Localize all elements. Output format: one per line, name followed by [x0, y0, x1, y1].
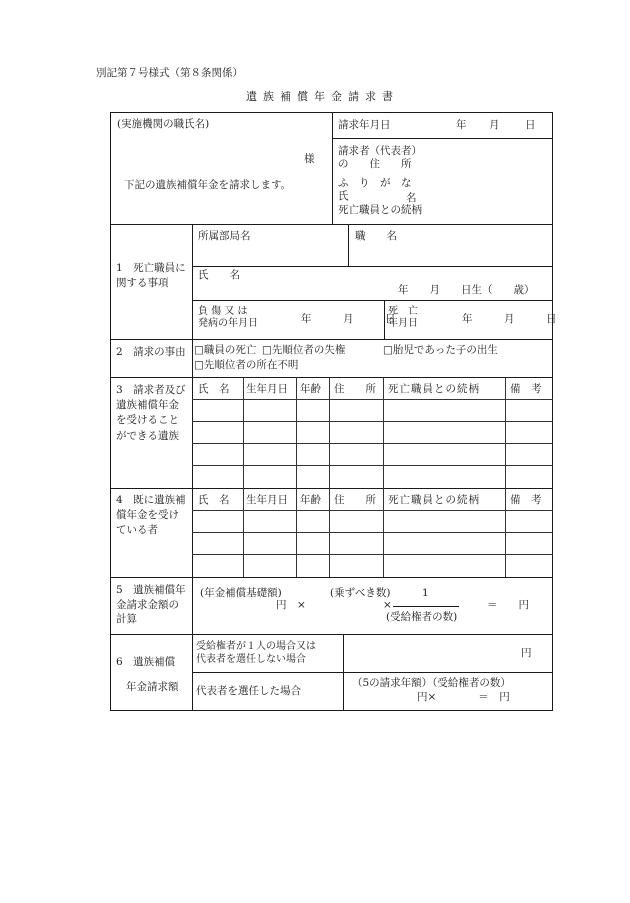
s3-col-name: 氏 名 — [198, 383, 230, 395]
section4-top — [110, 488, 553, 489]
s3-col2 — [296, 377, 297, 488]
section2-top — [110, 339, 553, 340]
s4-row1 — [192, 510, 553, 511]
agency-label: (実施機関の職氏名) — [117, 118, 210, 130]
dept-label: 所属部局名 — [198, 230, 251, 242]
formula-line1: （5の請求年額）（受給権者の数） — [352, 677, 511, 689]
s3-col3 — [329, 377, 330, 488]
request-date-label: 請求年月日 — [338, 119, 391, 131]
form-title: 遺族補償年金請求書 — [246, 90, 399, 103]
section3-label: 3 請求者及び遺族補償年金を受けることができる遺族 — [116, 384, 186, 442]
s3-col4 — [383, 377, 384, 488]
multiplier-label: (乗ずべき数) — [330, 587, 391, 599]
s3-col-age: 年齢 — [300, 383, 321, 395]
s3-row4 — [192, 465, 553, 466]
yen-times: 円 × — [276, 599, 306, 611]
section6-label-2: 年金請求額 — [126, 681, 179, 693]
furigana-label: ふ り が な — [338, 177, 412, 189]
s3-col-notes: 備 考 — [510, 383, 542, 395]
frame-bottom — [110, 710, 553, 711]
s6-mid-line — [192, 672, 553, 673]
request-day: 日 — [525, 119, 536, 131]
death-label-2: 年月日 — [388, 318, 418, 329]
s1-dept-divider — [348, 224, 349, 266]
section5-label: 5 遺族補償年金請求金額の計算 — [116, 584, 186, 626]
reason-death[interactable]: □職員の死亡 — [194, 344, 257, 356]
top-date-line — [332, 138, 553, 139]
s4-col-address: 住 所 — [334, 494, 376, 506]
section6-label-1: 6 遺族補償 — [116, 656, 176, 668]
relation-label: 死亡職員との続柄 — [338, 204, 422, 216]
reason-unknown[interactable]: □先順位者の所在不明 — [194, 359, 299, 371]
s3-row2 — [192, 421, 553, 422]
request-sentence: 下記の遺族補償年金を請求します。 — [124, 179, 292, 191]
base-label: (年金補償基礎額) — [200, 587, 282, 599]
reason-forfeit[interactable]: □先順位者の失権 — [262, 344, 346, 356]
case1-line1: 受給権者が１人の場合又は — [196, 641, 316, 652]
frame-left — [110, 112, 111, 711]
address-label: の 住 所 — [338, 158, 412, 170]
case1-yen: 円 — [521, 647, 532, 659]
recipients-label: (受給権者の数) — [386, 611, 458, 623]
s3-col5 — [505, 377, 506, 488]
label-column-divider — [192, 224, 193, 711]
claimant-label: 請求者（代表者） — [338, 145, 422, 157]
fraction-bar — [393, 606, 459, 607]
section1-top — [110, 224, 553, 225]
s1-row3-line — [192, 300, 553, 301]
formula-line2: 円× ＝ 円 — [417, 691, 510, 703]
result-equals-yen: ＝ 円 — [487, 599, 529, 611]
s4-row2 — [192, 532, 553, 533]
s3-col-relation: 死亡職員との続柄 — [388, 383, 480, 395]
top-divider — [332, 112, 333, 224]
name-label-1: 氏 — [338, 190, 349, 202]
s3-col-birth: 生年月日 — [246, 383, 288, 395]
honorific: 様 — [304, 153, 315, 165]
s3-row1 — [192, 399, 553, 400]
times-sign: × — [383, 599, 392, 611]
section3-top — [110, 377, 553, 378]
section2-label: 2 請求の事由 — [116, 346, 186, 358]
injury-label-1: 負 傷 又 は — [198, 306, 248, 317]
case1-line2: 代表者を選任しない場合 — [196, 654, 306, 665]
s4-col-relation: 死亡職員との続柄 — [388, 494, 480, 506]
s3-row3 — [192, 443, 553, 444]
s3-col-address: 住 所 — [334, 383, 376, 395]
injury-date: 年 月 日 — [301, 313, 396, 325]
s1-row2-line — [192, 266, 553, 267]
s4-col-notes: 備 考 — [510, 494, 542, 506]
s4-col-age: 年齢 — [300, 494, 321, 506]
s3-col1 — [243, 377, 244, 488]
section5-top — [110, 577, 553, 578]
injury-label-2: 発病の年月日 — [198, 318, 258, 329]
death-label-1: 死 亡 — [388, 306, 418, 317]
deceased-name-label: 氏 名 — [198, 269, 240, 281]
reason-birth[interactable]: □胎児であった子の出生 — [383, 344, 498, 356]
name-label-2: 名 — [406, 192, 417, 204]
birth-label: 年 月 日生（ 歳） — [398, 284, 535, 296]
section6-top — [110, 634, 553, 635]
form-number: 別記第７号様式（第８条関係） — [96, 67, 243, 79]
s4-col-birth: 生年月日 — [246, 494, 288, 506]
frame-right — [552, 112, 553, 711]
s4-col-name: 氏 名 — [198, 494, 230, 506]
case2-label: 代表者を選任した場合 — [196, 685, 301, 697]
numerator-one: 1 — [422, 587, 429, 599]
section4-label: 4 既に遺族補償年金を受けている者 — [116, 494, 186, 537]
request-month: 月 — [489, 119, 500, 131]
request-year: 年 — [456, 119, 467, 131]
post-label: 職 名 — [355, 230, 397, 242]
section1-label: 1 死亡職員に関する事項 — [116, 262, 186, 290]
s4-row3 — [192, 554, 553, 555]
death-date: 年 月 日 — [462, 313, 557, 325]
